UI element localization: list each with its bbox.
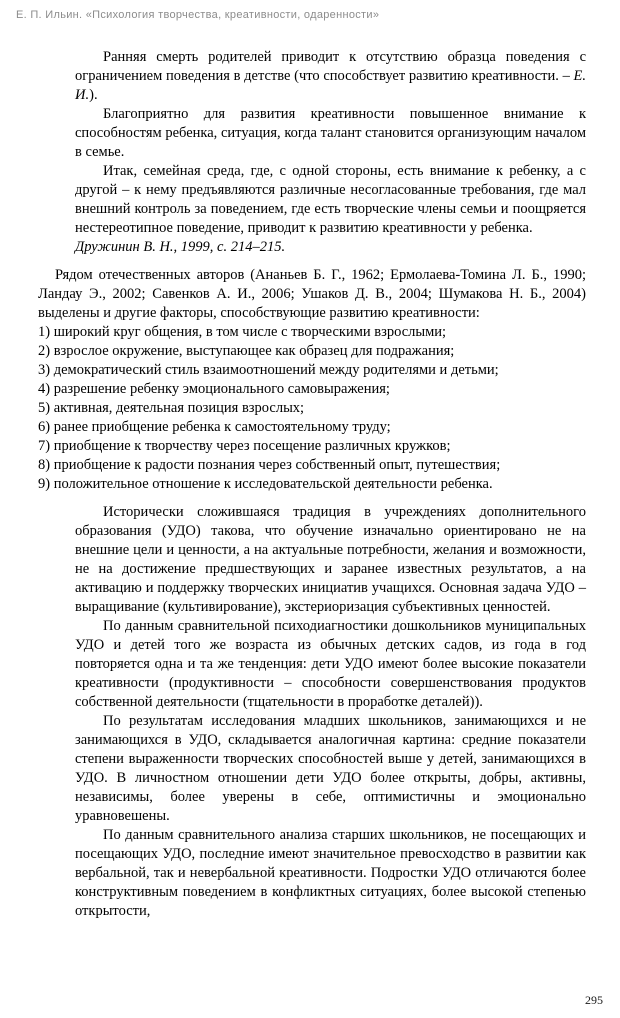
list-item: 9) положительное отношение к исследовательской деятельности ребенка.: [38, 476, 493, 492]
list-item: 4) разрешение ребенку эмоционального самовыражения;: [38, 381, 390, 397]
list-item: 1) широкий круг общения, в том числе с творческими взрослыми;: [38, 324, 447, 340]
page-number: 295: [585, 993, 603, 1007]
quote1-p1-author-initials: Е. И.: [75, 68, 586, 103]
body-intro-paragraph: Рядом отечественных авторов (Ананьев Б. Г., 1962; Ермолаева-Томина Л. Б., 1990; Ландау Э., 2002; Савенков А. И., 2006; Ушаков Д. В., 2004; Шумакова Н. Б., 2004) выделены и другие факторы, способствующие развитию креативности:: [38, 267, 586, 321]
book-title-header: Е. П. Ильин. «Психология творчества, креативности, одаренности»: [16, 9, 380, 21]
quote2-paragraph-3: По результатам исследования младших школьников, занимающихся и не занимающихся в УДО, складывается аналогичная картина: средние показатели степени выраженности творческих способностей выше у детей, занимающихся в УДО. В личностном отношении дети УДО более открыты, добры, активны, независимы, более уверены в себе, оптимистичны и эмоционально уравновешены.: [75, 713, 586, 824]
running-header: [0, 0, 620, 22]
quote2-paragraph-4: По данным сравнительного анализа старших школьников, не посещающих и посещающих УДО, последние имеют значительное превосходство в развитии как вербальной, так и невербальной креативности. Подростки УДО отличаются более конструктивным поведением в конфликтных ситуациях, более высокой степенью открытости,: [75, 827, 586, 919]
list-item: 3) демократический стиль взаимоотношений между родителями и детьми;: [38, 362, 499, 378]
page-content: [0, 22, 620, 921]
quote1-p1-text: Ранняя смерть родителей приводит к отсутствию образца поведения с ограничением поведения в детстве (что способствует развитию креативности. –: [75, 49, 586, 84]
block-quote-1: [75, 48, 586, 257]
quote1-paragraph-2: Благоприятно для развития креативности повышенное внимание к способностям ребенка, ситуация, когда талант становится организующим началом в семье.: [75, 106, 586, 160]
quote1-attribution: Дружинин В. Н., 1999, с. 214–215.: [75, 239, 286, 255]
quote2-paragraph-2: По данным сравнительной психодиагностики дошкольников муниципальных УДО и детей того же возраста из обычных детских садов, из года в год повторяется одна и та же тенденция: дети УДО имеют более высокие показатели креативности (продуктивности – способности совершенствования продуктов собственной деятельности (тщательности в проработке деталей)).: [75, 618, 586, 710]
list-item: 5) активная, деятельная позиция взрослых;: [38, 400, 305, 416]
quote1-paragraph-1: [75, 48, 586, 105]
list-item: 2) взрослое окружение, выступающее как образец для подражания;: [38, 343, 455, 359]
list-item: 8) приобщение к радости познания через собственный опыт, путешествия;: [38, 457, 501, 473]
list-item: 7) приобщение к творчеству через посещение различных кружков;: [38, 438, 451, 454]
quote1-p1-closing: ).: [89, 87, 98, 103]
quote1-paragraph-3: Итак, семейная среда, где, с одной стороны, есть внимание к ребенку, а с другой – к нему предъявляются различные несогласованные требования, где мал внешний контроль за поведением, где есть творческие члены семьи и поощряется нестереотипное поведение, приводит к развитию креативности у ребенка.: [75, 163, 586, 236]
list-item: 6) ранее приобщение ребенка к самостоятельному труду;: [38, 419, 391, 435]
block-quote-2: [75, 503, 586, 921]
factors-list: [38, 323, 586, 494]
quote2-paragraph-1: Исторически сложившаяся традиция в учреждениях дополнительного образования (УДО) такова, что обучение изначально ориентировано не на внешние цели и ценности, а на актуальные потребности, желания и возможности, не на достижение предшествующих и заранее известных результатов, а на активацию и поддержку творческих инициатив учащихся. Основная задача УДО – выращивание (культивирование), экстериоризация субъективных ценностей.: [75, 504, 586, 615]
